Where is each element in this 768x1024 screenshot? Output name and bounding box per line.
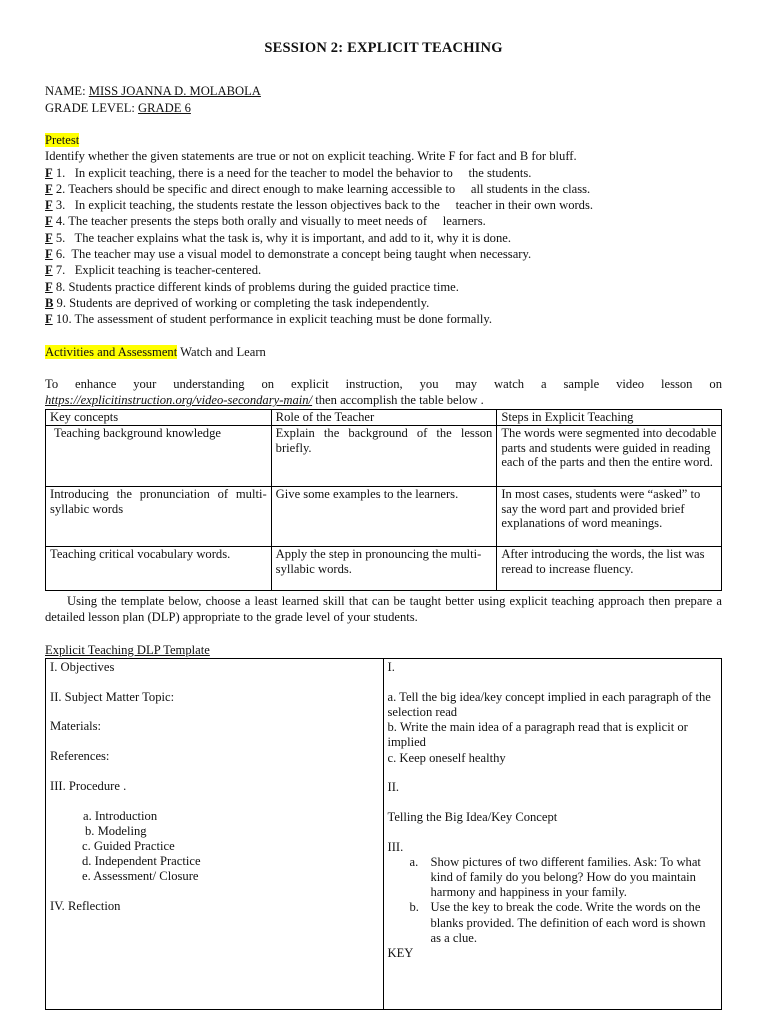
table-cell: The words were segmented into decodable parts and students were guided in reading each of the parts and then the entire word. [497,425,722,486]
dlp-procedure-a [388,855,718,901]
name-value: MISS JOANNA D. MOLABOLA [88,84,261,98]
dlp-reflection: IV. Reflection [50,899,121,914]
page-title: SESSION 2: EXPLICIT TEACHING [264,40,503,56]
pretest-item: F 8. Students practice different kinds of problems during the guided practice time. [45,279,459,294]
dlp-step: c. Guided Practice [82,838,175,853]
activities-subheading: Watch and Learn [177,345,266,359]
dlp-right-cell [383,659,722,1010]
dlp-key: KEY [387,946,414,961]
dlp-objectives: I. Objectives [50,660,115,674]
list-marker: b. [409,900,419,915]
table-row [46,486,722,546]
list-marker: a. [409,854,419,869]
grade-line [45,100,722,116]
table-header: Key concepts [46,410,272,426]
activities-intro-link-line [45,392,722,408]
table-header-row [46,410,722,426]
name-label: NAME: [45,84,86,98]
pretest-item: F 7. Explicit teaching is teacher-centered. [45,263,262,278]
table-cell: Apply the step in pronouncing the multi-syllabic words. [271,546,497,590]
activities-heading-line [45,344,722,360]
dlp-heading: Explicit Teaching DLP Template [45,643,210,657]
table-cell: Teaching critical vocabulary words. [46,546,272,590]
table-header: Role of the Teacher [271,410,497,426]
dlp-procedure-b-text: Use the key to break the code. Write the words on the blanks provided. The definition of each word is shown as a clue. [430,900,706,945]
pretest-item: F 6. The teacher may use a visual model to demonstrate a concept being taught when necessary. [45,246,532,261]
activities-intro: To enhance your understanding on explicit instruction, you may watch a sample video lesson on [45,377,722,391]
table-row [46,546,722,590]
dlp-left-cell [46,659,384,1010]
table-row [46,425,722,486]
table-header: Steps in Explicit Teaching [497,410,722,426]
pretest-item: F 4. The teacher presents the steps both orally and visually to meet needs of learners. [45,214,486,229]
grade-value: GRADE 6 [138,101,191,115]
dlp-objective-b: b. Write the main idea of a paragraph read that is explicit or implied [387,720,688,750]
pretest-heading-line [45,132,722,148]
grade-label: GRADE LEVEL: [45,101,135,115]
dlp-procedure-a-text: Show pictures of two different families. Ask: To what kind of family do you belong? How do you maintain harmony and happiness in your family. [430,854,701,900]
pretest-heading: Pretest [45,133,80,147]
video-link[interactable]: https://explicitinstruction.org/video-secondary-main/ [45,393,313,407]
table-cell: In most cases, students were “asked” to say the word part and provided brief explanations of word meanings. [497,486,722,546]
dlp-roman-3: III. [387,839,404,854]
dlp-roman-2: II. [387,780,400,795]
pretest-items [45,165,722,328]
template-paragraph: Using the template below, choose a least learned skill that can be taught better using explicit teaching approach then prepare a detailed lesson plan (DLP) appropriate to the grade level of your students. [45,594,722,625]
dlp-step: b. Modeling [85,823,147,838]
dlp-heading-line [45,642,722,658]
dlp-procedure: III. Procedure . [50,778,127,793]
pretest-item: F 3. In explicit teaching, the students restate the lesson objectives back to the teacher in their own words. [45,198,594,213]
dlp-roman-1: I. [387,660,395,674]
pretest-item: F 10. The assessment of student performance in explicit teaching must be done formally. [45,312,492,327]
table-cell: Introducing the pronunciation of multi-syllabic words [46,486,272,546]
dlp-step: e. Assessment/ Closure [82,869,199,884]
pretest-instruction: Identify whether the given statements are true or not on explicit teaching. Write F for fact and B for bluff. [45,149,577,163]
table-cell: Explain the background of the lesson briefly. [271,425,497,486]
pretest-item: F 5. The teacher explains what the task is, why it is important, and add to it, why it is done. [45,230,512,245]
pretest-item: B 9. Students are deprived of working or completing the task independently. [45,295,430,310]
activities-intro-end: then accomplish the table below . [312,393,484,407]
dlp-topic: Telling the Big Idea/Key Concept [387,809,558,824]
pretest-item: F 1. In explicit teaching, there is a need for the teacher to model the behavior to the students. [45,165,532,180]
dlp-step: a. Introduction [83,808,158,823]
key-concepts-table [45,409,722,591]
dlp-subject: II. Subject Matter Topic: [50,689,175,704]
activities-heading: Activities and Assessment [45,345,178,359]
pretest-item: F 2. Teachers should be specific and direct enough to make learning accessible to all students in the class. [45,181,591,196]
name-line [45,83,722,99]
dlp-step: d. Independent Practice [82,854,201,869]
table-cell: After introducing the words, the list was reread to increase fluency. [497,546,722,590]
dlp-procedure-b [388,900,718,946]
table-cell: Give some examples to the learners. [271,486,497,546]
dlp-references: References: [50,749,110,764]
dlp-objective-c: c. Keep oneself healthy [387,750,506,765]
dlp-template-table [45,658,722,1010]
table-cell: Teaching background knowledge [46,425,272,486]
dlp-objective-a: a. Tell the big idea/key concept implied in each paragraph of the selection read [387,689,711,719]
dlp-materials: Materials: [50,719,102,734]
